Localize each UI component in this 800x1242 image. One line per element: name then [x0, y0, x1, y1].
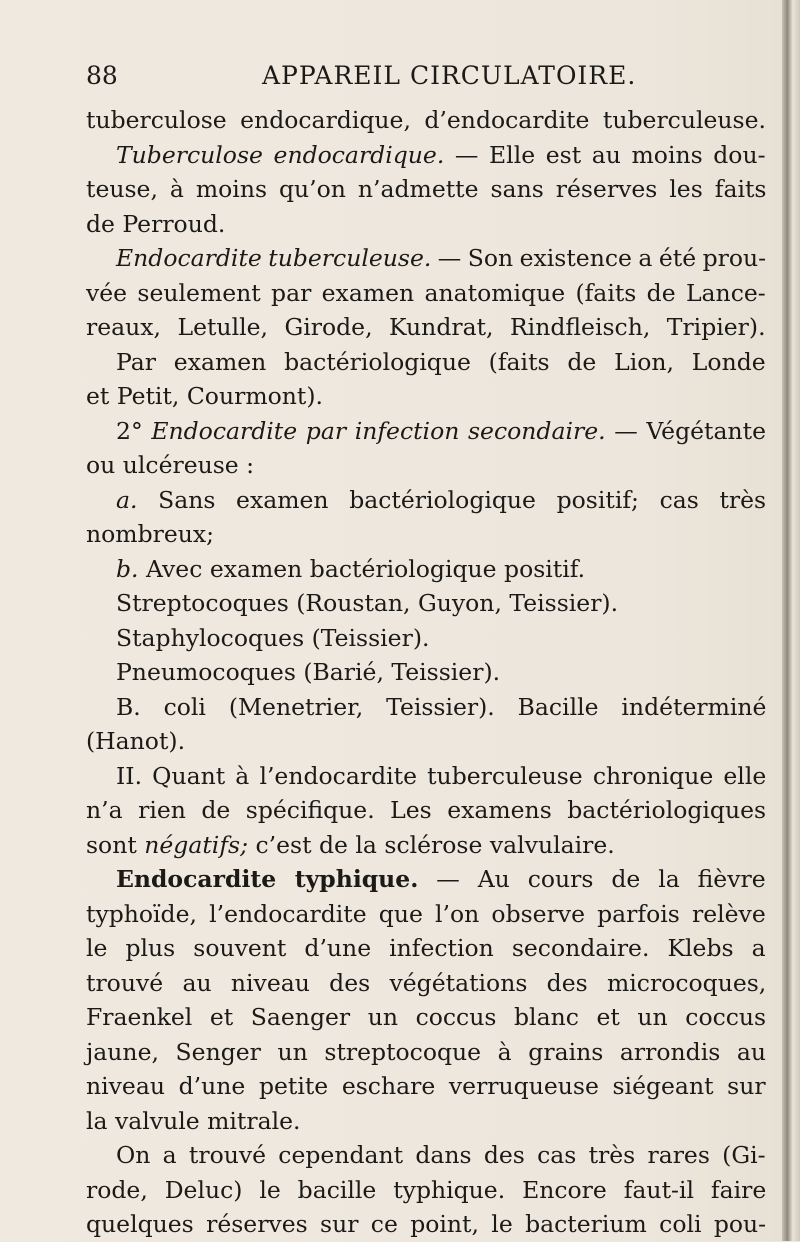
- text-span: jaune, Senger un streptocoque à grains arrondis au: [86, 1037, 767, 1066]
- text-span: quelques réserves sur ce point, le bacterium coli pou-: [86, 1210, 767, 1238]
- text-line: [86, 690, 766, 725]
- text-line: [86, 655, 766, 690]
- text-line: [86, 1138, 766, 1173]
- text-span: nombreux;: [86, 520, 215, 548]
- text-line: [86, 724, 766, 759]
- body-text: [86, 103, 766, 1242]
- text-line: [86, 448, 766, 483]
- italic-text: Endocardite par infection secondaire.: [151, 416, 606, 445]
- text-span: B. coli (Menetrier, Teissier). Bacille indéterminé: [116, 692, 767, 721]
- text-span: Fraenkel et Saenger un coccus blanc et un coccus: [86, 1003, 767, 1031]
- page-number: 88: [86, 61, 118, 90]
- text-span: rode, Deluc) le bacille typhique. Encore faut-il faire: [86, 1175, 767, 1204]
- text-line: [86, 310, 766, 345]
- text-line: [86, 621, 766, 656]
- text-line: [86, 207, 766, 242]
- text-span: vée seulement par examen anatomique (faits de Lance-: [86, 278, 766, 307]
- text-span: Par examen bactériologique (faits de Lion, Londe: [116, 347, 766, 376]
- text-span: reaux, Letulle, Girode, Kundrat, Rindfleisch, Tripier).: [86, 313, 766, 341]
- text-line: [86, 828, 766, 863]
- text-line: [86, 1035, 766, 1070]
- text-span: tuberculose endocardique, d’endocardite tuberculeuse.: [86, 106, 766, 134]
- running-title: APPAREIL CIRCULATOIRE.: [262, 61, 637, 90]
- text-span: — Au cours de la fièvre: [418, 865, 766, 893]
- text-line: [86, 379, 766, 414]
- text-span: Staphylocoques (Teissier).: [116, 623, 430, 652]
- text-line: [86, 103, 766, 138]
- text-line: [86, 793, 766, 828]
- text-span: Pneumocoques (Barié, Teissier).: [116, 658, 501, 686]
- text-line: [86, 1207, 766, 1242]
- text-line: [86, 1069, 766, 1104]
- italic-text: Tuberculose endocardique.: [116, 140, 445, 169]
- text-line: [86, 931, 766, 966]
- text-line: [86, 241, 766, 276]
- text-line: [86, 1173, 766, 1208]
- text-span: la valvule mitrale.: [86, 1106, 301, 1135]
- text-line: [86, 172, 766, 207]
- text-span: Streptocoques (Roustan, Guyon, Teissier).: [116, 589, 619, 617]
- text-line: [86, 517, 766, 552]
- text-span: — Végétante: [605, 416, 766, 445]
- text-span: On a trouvé cependant dans des cas très rares (Gi-: [116, 1141, 766, 1169]
- text-span: trouvé au niveau des végétations des microcoques,: [86, 968, 767, 997]
- text-span: niveau d’une petite eschare verruqueuse siégeant sur: [86, 1072, 766, 1100]
- italic-text: a.: [116, 485, 138, 514]
- text-span: ou ulcéreuse :: [86, 451, 255, 479]
- text-span: typhoïde, l’endocardite que l’on observe parfois relève: [86, 899, 766, 928]
- text-span: — Son existence a été prou-: [431, 244, 767, 272]
- text-line: [86, 1104, 766, 1139]
- text-line: [86, 138, 766, 173]
- italic-text: b.: [116, 554, 139, 583]
- text-line: [86, 276, 766, 311]
- text-span: et Petit, Courmont).: [86, 382, 323, 410]
- text-span: c’est de la sclérose valvulaire.: [248, 830, 615, 859]
- text-span: 2°: [116, 416, 152, 445]
- text-line: [86, 586, 766, 621]
- page-header: [86, 60, 766, 92]
- text-span: sont: [86, 830, 145, 859]
- text-line: [86, 966, 766, 1001]
- text-span: (Hanot).: [86, 727, 186, 755]
- text-line: [86, 897, 766, 932]
- text-line: [86, 483, 766, 518]
- text-span: n’a rien de spécifique. Les examens bactériologiques: [86, 796, 767, 824]
- text-span: — Elle est au moins dou-: [444, 140, 766, 169]
- italic-text: négatifs;: [144, 830, 248, 859]
- text-line: [86, 414, 766, 449]
- text-span: Avec examen bactériologique positif.: [138, 554, 586, 583]
- italic-text: Endocardite tuberculeuse.: [116, 244, 432, 272]
- text-line: [86, 759, 766, 794]
- text-line: [86, 862, 766, 897]
- text-span: II. Quant à l’endocardite tuberculeuse chronique elle: [116, 761, 767, 790]
- text-span: de Perroud.: [86, 209, 226, 238]
- text-line: [86, 552, 766, 587]
- text-line: [86, 345, 766, 380]
- bold-heading: Endocardite typhique.: [116, 865, 419, 893]
- text-line: [86, 1000, 766, 1035]
- text-span: Sans examen bactériologique positif; cas très: [137, 485, 767, 514]
- text-span: teuse, à moins qu’on n’admette sans réserves les faits: [86, 175, 767, 203]
- text-span: le plus souvent d’une infection secondaire. Klebs a: [86, 934, 766, 962]
- page-edge: [782, 0, 800, 1241]
